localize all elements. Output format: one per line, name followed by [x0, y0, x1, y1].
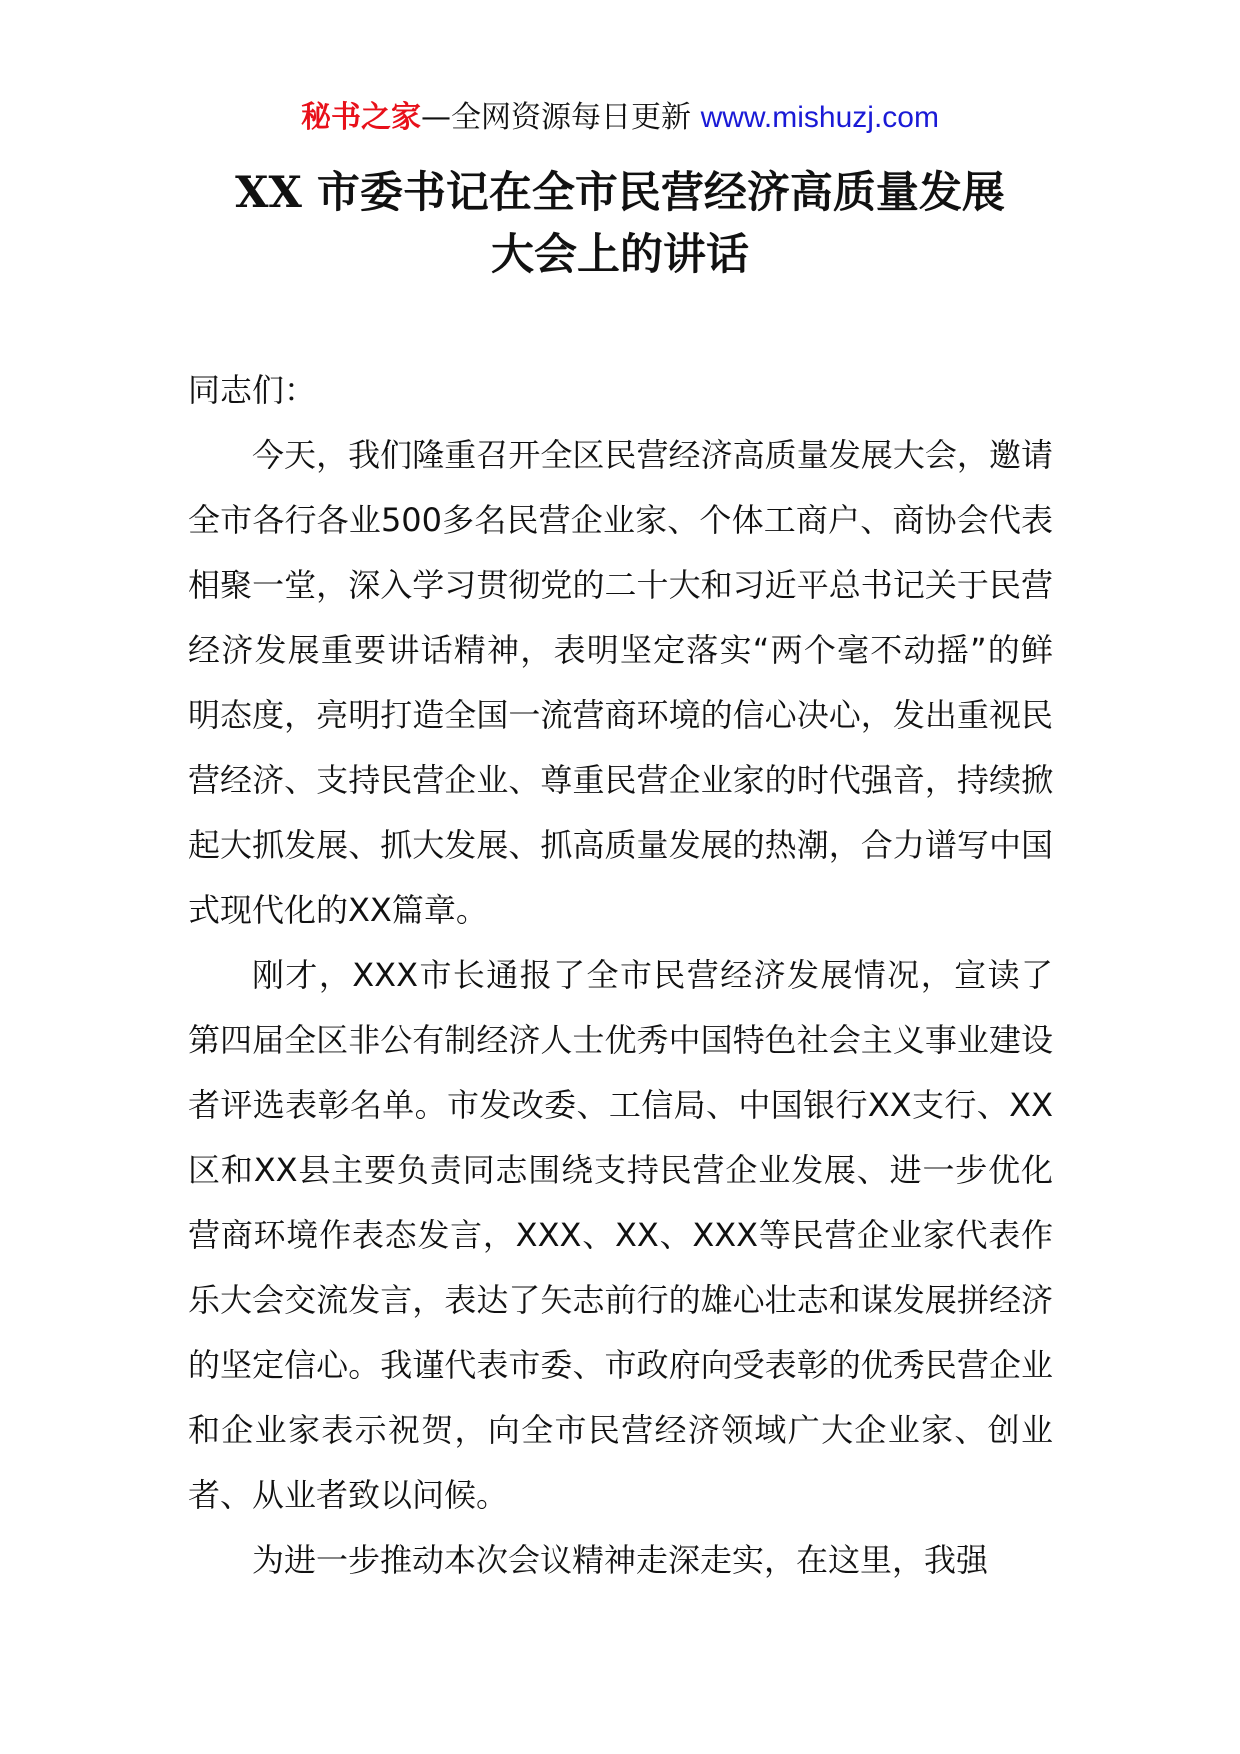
- salutation: 同志们：: [188, 371, 317, 409]
- site-header: [0, 98, 1240, 138]
- site-url-link[interactable]: www.mishuzj.com: [700, 101, 939, 134]
- brand-name: 秘书之家: [301, 100, 422, 135]
- document-title: [0, 162, 1240, 286]
- paragraph-3: 为进一步推动本次会议精神走深走实，在这里，我强: [252, 1541, 989, 1579]
- tagline: —全网资源每日更新: [421, 100, 701, 135]
- title-line-2: 大会上的讲话: [491, 230, 749, 280]
- paragraph-1: 今天，我们隆重召开全区民营经济高质量发展大会，邀请全市各行各业500多名民营企业家、个体工商户、商协会代表相聚一堂，深入学习贯彻党的二十大和习近平总书记关于民营经济发展重要讲话精神，表明坚定落实“两个毫不动摇”的鲜明态度，亮明打造全国一流营商环境的信心决心，发出重视民营经济、支持民营企业、尊重民营企业家的时代强音，持续掀起大抓发展、抓大发展、抓高质量发展的热潮，合力谱写中国式现代化的XX篇章。: [188, 436, 1053, 929]
- paragraph-2: 刚才，XXX市长通报了全市民营经济发展情况，宣读了第四届全区非公有制经济人士优秀中国特色社会主义事业建设者评选表彰名单。市发改委、工信局、中国银行XX支行、XX区和XX县主要负责同志围绕支持民营企业发展、进一步优化营商环境作表态发言，XXX、XX、XXX等民营企业家代表作乐大会交流发言，表达了矢志前行的雄心壮志和谋发展拼经济的坚定信心。我谨代表市委、市政府向受表彰的优秀民营企业和企业家表示祝贺，向全市民营经济领域广大企业家、创业者、从业者致以问候。: [188, 956, 1053, 1514]
- document-body: [188, 358, 1053, 1593]
- title-line-1: XX 市委书记在全市民营经济高质量发展: [235, 168, 1005, 218]
